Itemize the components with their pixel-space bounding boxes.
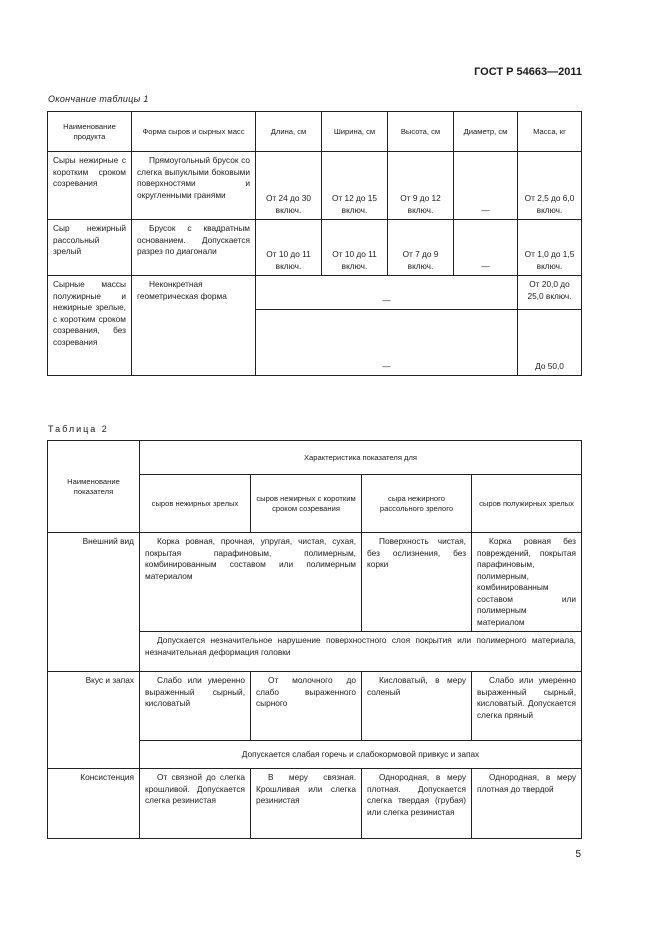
taste-note-cell: Допускается слабая горечь и слабокормовой привкус и запах: [140, 741, 582, 769]
table2-header-cell: сыров нежирных с коротким сроком созревания: [251, 475, 362, 533]
table1-header-cell: Масса, кг: [518, 112, 582, 152]
appearance-cell: Поверхность чистая, без ослизнения, без корки: [362, 533, 472, 632]
document-id: ГОСТ Р 54663—2011: [474, 66, 582, 78]
table-row: [48, 220, 582, 276]
consistency-cell: Однородная, в меру плотная. Допускается слегка твердая (грубая) или слегка резинистая: [362, 769, 472, 839]
indicator-name-cell: Вкус и запах: [48, 672, 140, 769]
table1-header-cell: Диаметр, см: [454, 112, 518, 152]
dimensions-cell: —: [256, 310, 518, 376]
taste-cell: Слабо или умеренно выраженный сырный, кисловатый. Допускается слегка пряный: [472, 672, 582, 741]
consistency-cell: Однородная, в меру плотная до твердой: [472, 769, 582, 839]
table2-caption: Таблица 2: [48, 424, 109, 434]
table1-caption: Окончание таблицы 1: [48, 94, 149, 104]
table1: [47, 111, 582, 376]
height-cell: От 7 до 9 включ.: [388, 220, 454, 276]
appearance-note-cell: Допускается незначительное нарушение поверхностного слоя покрытия или полимерного материала, незначительная деформация головки: [140, 632, 582, 672]
table1-header-cell: Наименование продукта: [48, 112, 132, 152]
table1-header-row: [48, 112, 582, 152]
taste-cell: Кисловатый, в меру соленый: [362, 672, 472, 741]
mass-cell: От 20,0 до 25,0 включ.: [518, 276, 582, 310]
table-row: [48, 152, 582, 220]
table1-header-cell: Ширина, см: [322, 112, 388, 152]
taste-cell: От молочного до слабо выраженного сырного: [251, 672, 362, 741]
table2-group-header: Характеристика показателя для: [140, 441, 582, 475]
table1-header-cell: Форма сыров и сырных масс: [132, 112, 256, 152]
table2: [47, 440, 582, 839]
length-cell: От 10 до 11 включ.: [256, 220, 322, 276]
table2-header-cell: сыров полужирных зрелых: [472, 475, 582, 533]
table-row: [48, 533, 582, 632]
consistency-cell: От связной до слегка крошливой. Допускается слегка резинистая: [140, 769, 251, 839]
mass-cell: От 1,0 до 1,5 включ.: [518, 220, 582, 276]
indicator-name-cell: Внешний вид: [48, 533, 140, 672]
form-cell: Прямоугольный брусок со слегка выпуклыми боковыми поверхностями и округленными гранями: [132, 152, 256, 220]
height-cell: От 9 до 12 включ.: [388, 152, 454, 220]
diameter-cell: —: [454, 220, 518, 276]
product-name-cell: Сырные массы полужирные и нежирные зрелые, с коротким сроком созревания, без созревания: [48, 276, 132, 376]
length-cell: От 24 до 30 включ.: [256, 152, 322, 220]
table-row: [48, 769, 582, 839]
indicator-name-cell: Консистенция: [48, 769, 140, 839]
form-cell: Неконкретная геометрическая форма: [132, 276, 256, 376]
product-name-cell: Сыр нежирный рассольный зрелый: [48, 220, 132, 276]
table-row: [48, 276, 582, 310]
table-row: [48, 672, 582, 741]
table2-header-cell: сыра нежирного рассольного зрелого: [362, 475, 472, 533]
consistency-cell: В меру связная. Крошливая или слегка резинистая: [251, 769, 362, 839]
diameter-cell: —: [454, 152, 518, 220]
table1-header-cell: Высота, см: [388, 112, 454, 152]
width-cell: От 12 до 15 включ.: [322, 152, 388, 220]
table2-header-row: [48, 441, 582, 475]
mass-cell: От 2,5 до 6,0 включ.: [518, 152, 582, 220]
form-cell: Брусок с квадратным основанием. Допускается разрез по диагонали: [132, 220, 256, 276]
product-name-cell: Сыры нежирные с коротким сроком созревания: [48, 152, 132, 220]
dimensions-cell: —: [256, 276, 518, 310]
mass-cell: До 50,0: [518, 310, 582, 376]
appearance-cell: Корка ровная, прочная, упругая, чистая, сухая, покрытая парафиновым, полимерным, комбинированным составом или полимерным материалом: [140, 533, 362, 632]
page-number: 5: [575, 849, 581, 860]
table2-header-cell: Наименование показателя: [48, 441, 140, 533]
taste-cell: Слабо или умеренно выраженный сырный, кисловатый: [140, 672, 251, 741]
appearance-cell: Корка ровная без повреждений, покрытая парафиновым, полимерным, комбинированным составом или полимерным материалом: [472, 533, 582, 632]
table1-header-cell: Длина, см: [256, 112, 322, 152]
table2-header-cell: сыров нежирных зрелых: [140, 475, 251, 533]
width-cell: От 10 до 11 включ.: [322, 220, 388, 276]
